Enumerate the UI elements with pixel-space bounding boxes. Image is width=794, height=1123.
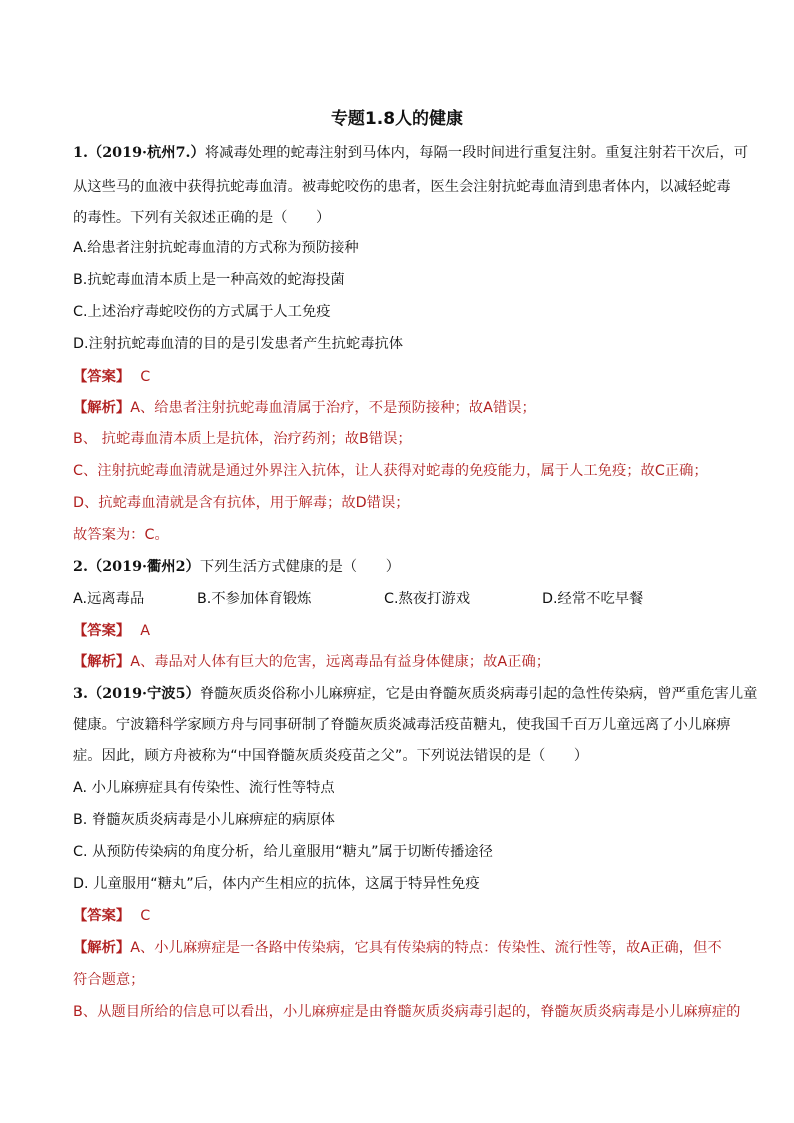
q2-number: 2.（2019·衢州2） — [73, 559, 200, 575]
q3-option-c: C. 从预防传染病的角度分析，给儿童服用“糖丸”属于切断传播途径 — [73, 844, 493, 860]
q1-answer-value: C — [140, 369, 151, 385]
q1-option-d: D.注射抗蛇毒血清的目的是引发患者产生抗蛇毒抗体 — [73, 336, 404, 352]
q3-answer — [73, 906, 723, 926]
q2-options-row — [73, 589, 723, 609]
q2-analysis-a: A、毒品对人体有巨大的危害，远离毒品有益身体健康；故A正确； — [130, 654, 551, 670]
answer-tag: 【答案】 — [73, 908, 131, 924]
q3-analysis-line-3: B、从题目所给的信息可以看出，小儿麻痹症是由脊髓灰质炎病毒引起的，脊髓灰质炎病毒是小儿麻痹症的 — [73, 1004, 741, 1020]
q1-analysis-b: B、 抗蛇毒血清本质上是抗体，治疗药剂；故B错误； — [73, 431, 412, 447]
q1-analysis-c: C、注射抗蛇毒血清就是通过外界注入抗体，让人获得对蛇毒的免疫能力，属于人工免疫；故C正确； — [73, 463, 708, 479]
q1-stem-line-1 — [73, 143, 749, 163]
q2-option-d: D.经常不吃早餐 — [542, 591, 644, 607]
q1-option-b: B.抗蛇毒血清本质上是一种高效的蛇海投菌 — [73, 272, 345, 288]
q1-stem-text-1: 将减毒处理的蛇毒注射到马体内，每隔一段时间进行重复注射。重复注射若干次后，可 — [204, 145, 749, 161]
q1-conclusion: 故答案为：C。 — [73, 527, 169, 543]
q1-analysis-d: D、抗蛇毒血清就是含有抗体，用于解毒；故D错误； — [73, 495, 410, 511]
q2-stem — [73, 557, 723, 577]
page-title: 专题1.8人的健康 — [330, 109, 464, 129]
q3-option-d: D. 儿童服用“糖丸”后，体内产生相应的抗体，这属于特异性免疫 — [73, 876, 480, 892]
q3-stem-line-2: 健康。宁波籍科学家顾方舟与同事研制了脊髓灰质炎减毒活疫苗糖丸，使我国千百万儿童远离了小儿麻痹 — [73, 717, 731, 733]
analysis-tag: 【解析】 — [73, 940, 131, 956]
q2-analysis — [73, 652, 723, 672]
answer-tag: 【答案】 — [73, 623, 131, 639]
q3-analysis-a: A、小儿麻痹症是一各路中传染病，它具有传染病的特点：传染性、流行性等，故A正确，但不 — [130, 940, 722, 956]
q3-option-b: B. 脊髓灰质炎病毒是小儿麻痹症的病原体 — [73, 812, 335, 828]
q2-option-b: B.不参加体育锻炼 — [197, 591, 312, 607]
q3-stem-text-1: 脊髓灰质炎俗称小儿麻痹症，它是由脊髓灰质炎病毒引起的急性传染病，曾严重危害儿童 — [199, 686, 758, 702]
q3-number: 3.（2019·宁波5） — [73, 686, 200, 702]
q1-option-c: C.上述治疗毒蛇咬伤的方式属于人工免疫 — [73, 304, 331, 320]
q3-stem-line-1 — [73, 684, 758, 704]
q1-stem-line-3: 的毒性。下列有关叙述正确的是（ ） — [73, 210, 331, 226]
q3-option-a: A. 小儿麻痹症具有传染性、流行性等特点 — [73, 780, 335, 796]
q2-option-a: A.远离毒品 — [73, 591, 145, 607]
q1-analysis-line-1 — [73, 398, 723, 418]
q3-answer-value: C — [140, 908, 151, 924]
q1-analysis-a: A、给患者注射抗蛇毒血清属于治疗，不是预防接种；故A错误； — [130, 400, 536, 416]
analysis-tag: 【解析】 — [73, 400, 131, 416]
q3-stem-line-3: 症。因此，顾方舟被称为“中国脊髓灰质炎疫苗之父”。下列说法错误的是（ ） — [73, 748, 589, 764]
q1-stem-line-2: 从这些马的血液中获得抗蛇毒血清。被毒蛇咬伤的患者，医生会注射抗蛇毒血清到患者体内，以减轻蛇毒 — [73, 179, 731, 195]
analysis-tag: 【解析】 — [73, 654, 131, 670]
q2-stem-text: 下列生活方式健康的是（ ） — [199, 559, 400, 575]
q1-number: 1.（2019·杭州7.） — [73, 145, 205, 161]
q1-answer — [73, 367, 723, 387]
q2-option-c: C.熬夜打游戏 — [384, 591, 471, 607]
answer-tag: 【答案】 — [73, 369, 131, 385]
q3-analysis-line-2: 符合题意； — [73, 972, 145, 988]
q1-option-a: A.给患者注射抗蛇毒血清的方式称为预防接种 — [73, 240, 359, 256]
q2-answer-value: A — [140, 623, 150, 639]
q3-analysis-line-1 — [73, 938, 723, 958]
q2-answer — [73, 621, 723, 641]
